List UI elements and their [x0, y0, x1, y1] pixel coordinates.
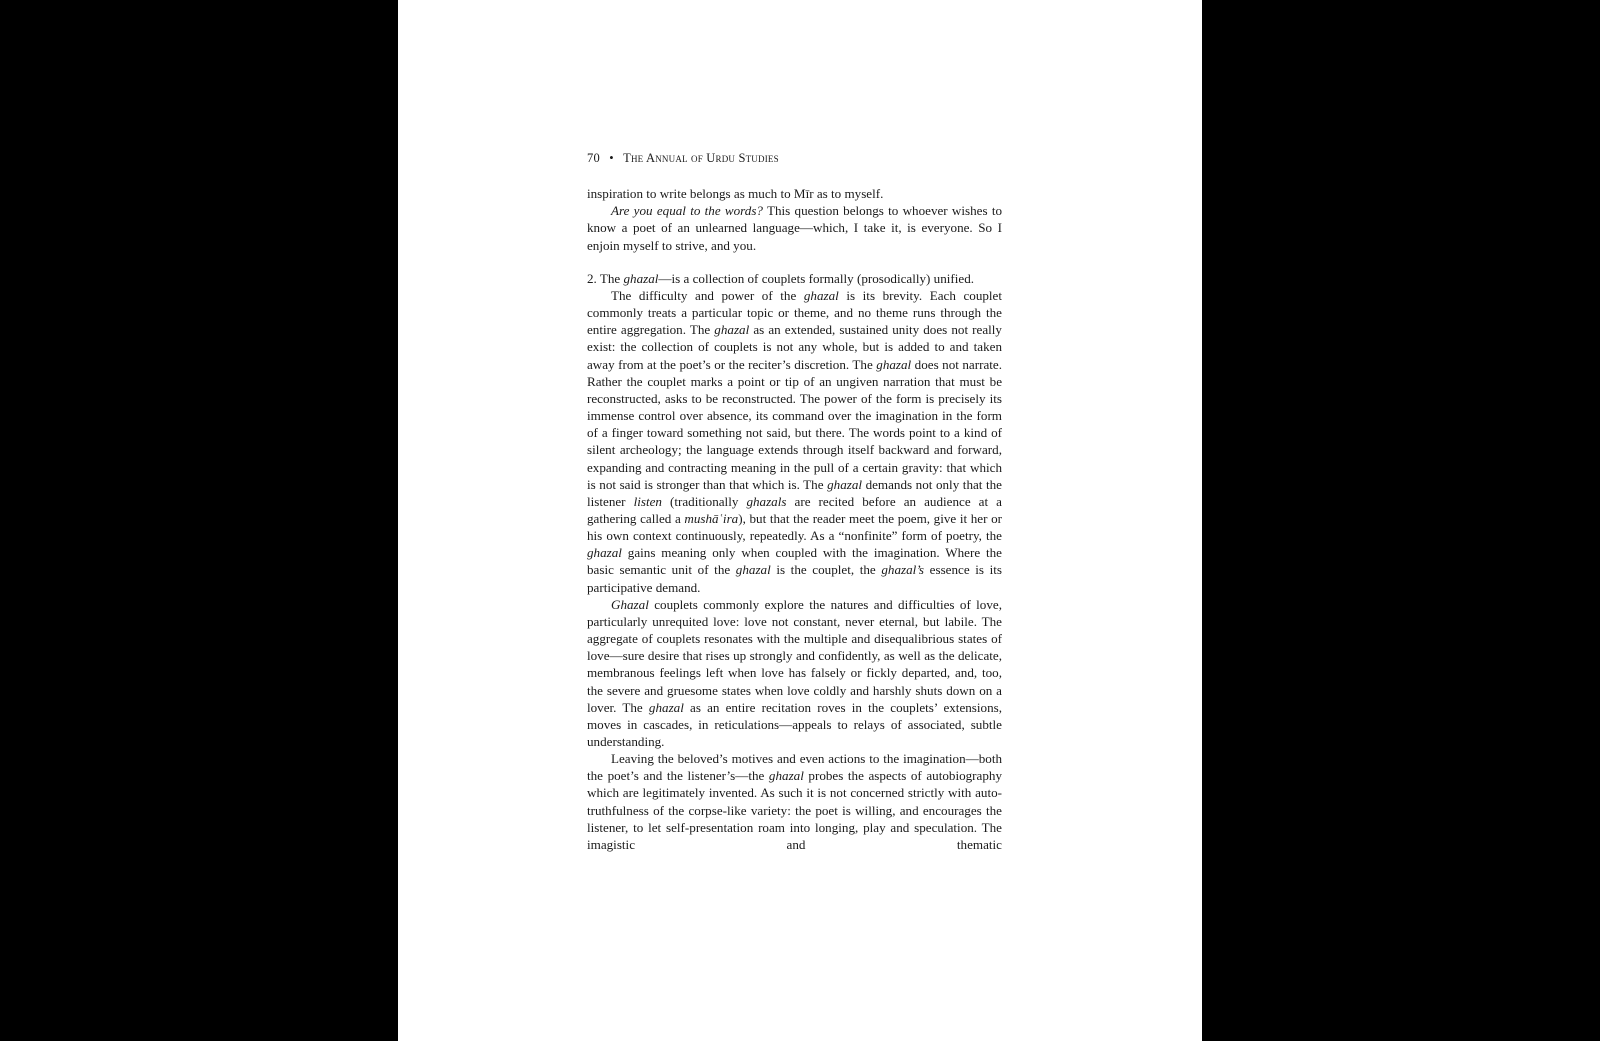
italic-text-run: ghazal — [827, 476, 863, 492]
text-run: as an entire recitation roves in the couplets’ extensions, moves in cascades, in reticulations—appeals to relays of associated, subtle understanding. — [587, 699, 1003, 749]
italic-text-run: ghazal — [876, 356, 912, 372]
running-head-separator: • — [609, 151, 614, 165]
text-run: Leaving the beloved’s motives and even actions to the imagination—both the poet’s and the listener’s—the — [587, 751, 1002, 784]
italic-text-run: ghazal — [623, 270, 659, 286]
paragraph-3-section-heading — [587, 270, 1002, 287]
running-head — [587, 150, 1002, 167]
italic-text-run: listen — [633, 493, 662, 509]
italic-text-run: Are you — [611, 203, 657, 219]
text-run: inspiration to write belongs as much to Mīr as to myself. — [587, 186, 884, 202]
text-run: essence is its participative demand. — [587, 562, 1002, 595]
italic-text-run: ghazal — [648, 699, 684, 715]
italic-text-run: ghazal — [803, 287, 839, 303]
italic-text-run: ghazals — [746, 493, 787, 509]
text-run: demands not only that the listener — [587, 476, 1002, 509]
italic-text-run: equal to the words? — [656, 203, 763, 219]
italic-text-run: mushāʿira — [684, 510, 739, 526]
italic-text-run: ghazal’s — [881, 562, 925, 578]
text-run: gains meaning only when coupled with the imagination. Where the basic semantic unit of the — [587, 545, 1002, 578]
paragraph-6 — [587, 750, 1002, 853]
text-run: does not narrate. Rather the couplet marks a point or tip of an ungiven narration that must be reconstructed, asks to be reconstructed. The power of the form is precisely its immense control over absence, its command over the imagination in the form of a finger toward something not said, but there. The words point to a kind of silent archeology; the language extends through itself backward and forward, expanding and contracting meaning in the pull of a certain gravity: that which is not said is stronger than that which is. The — [587, 356, 1002, 492]
page-text-column — [587, 150, 1002, 853]
text-run: couplets commonly explore the natures and difficulties of love, particularly unrequited love: love not constant, never eternal, but labile. The aggregate of couplets resonates with the multiple and disequalibrious states of love—sure desire that rises up strongly and confidently, as well as the delicate, membranous feelings left when love has falsely or fickly departed, and, too, the severe and gruesome states when love coldly and harshly shuts down on a lover. The — [587, 596, 1002, 715]
text-run: are recited before an audience at a gathering called a — [587, 493, 1002, 526]
italic-text-run: ghazal — [587, 545, 622, 561]
italic-text-run: ghazal — [735, 562, 771, 578]
text-run: (traditionally — [661, 493, 747, 509]
italic-text-run: Ghazal — [611, 596, 649, 612]
italic-text-run: ghazal — [768, 768, 804, 784]
document-page — [398, 0, 1202, 1041]
text-run: is the couplet, the — [770, 562, 882, 578]
text-run: 2. The — [587, 270, 624, 286]
paragraph-2 — [587, 202, 1002, 253]
paragraph-4 — [587, 287, 1002, 596]
text-run: —is a collection of couplets formally (prosodically) unified. — [658, 270, 975, 286]
paragraph-5 — [587, 596, 1002, 750]
italic-text-run: ghazal — [714, 322, 750, 338]
paragraph-1 — [587, 185, 1002, 202]
text-run: as an extended, sustained unity does not really exist: the collection of couplets is not any whole, but is added to and taken away from at the poet’s or the reciter’s discretion. The — [587, 322, 1002, 372]
journal-title: The Annual of Urdu Studies — [623, 151, 779, 165]
text-run: probes the aspects of autobiography which are legitimately invented. As such it is not concerned strictly with auto-truthfulness of the corpse-like variety: the poet is willing, and encourages the listener, to let self-presentation roam into longing, play and speculation. The imagistic and thematic — [587, 768, 1002, 852]
text-run: This question belongs to whoever wishes to know a poet of an unlearned language—which, I take it, is everyone. So I enjoin myself to strive, and you. — [587, 203, 1003, 253]
text-run: ), but that the reader meet the poem, give it her or his own context continuously, repeatedly. As a “nonfinite” form of poetry, the — [587, 510, 1002, 544]
text-run: The difficulty and power of the — [611, 287, 804, 303]
page-number: 70 — [587, 151, 600, 165]
text-run: is its brevity. Each couplet commonly treats a particular topic or theme, and no theme runs through the entire aggregation. The — [587, 287, 1002, 338]
